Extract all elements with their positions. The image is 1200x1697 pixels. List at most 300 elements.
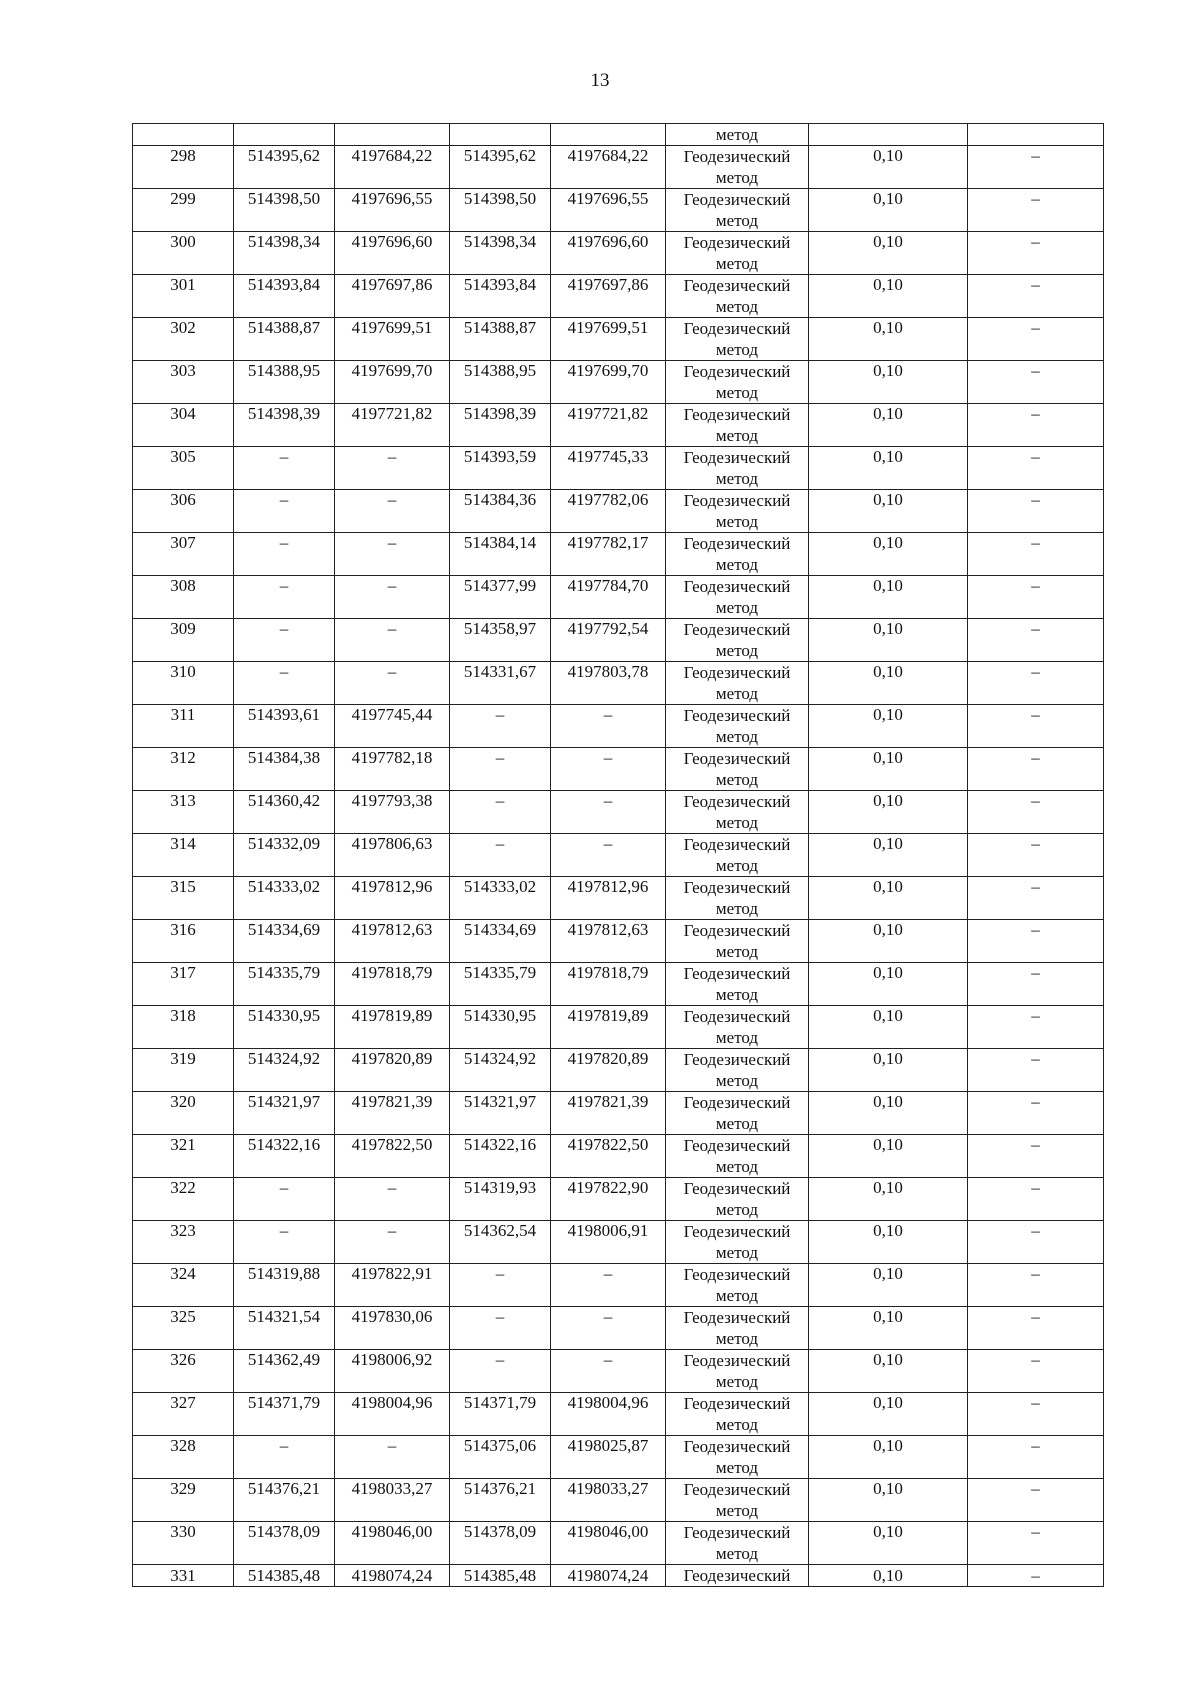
method-cell bbox=[666, 1221, 809, 1264]
note-cell: – bbox=[968, 447, 1104, 490]
table-row bbox=[133, 705, 1104, 748]
existing-x-cell: – bbox=[234, 1221, 335, 1264]
accuracy-cell: 0,10 bbox=[809, 189, 968, 232]
method-cell bbox=[666, 963, 809, 1006]
method-line1: Геодезический bbox=[683, 878, 791, 897]
accuracy-cell: 0,10 bbox=[809, 748, 968, 791]
method-line1: Геодезический bbox=[683, 190, 791, 209]
existing-x-cell: 514384,38 bbox=[234, 748, 335, 791]
method-line1: Геодезический bbox=[683, 233, 791, 252]
table-row bbox=[133, 1135, 1104, 1178]
refined-y-cell: 4197696,55 bbox=[551, 189, 666, 232]
method-line1: Геодезический bbox=[683, 1394, 791, 1413]
method-cell bbox=[666, 619, 809, 662]
refined-y-cell: 4197699,51 bbox=[551, 318, 666, 361]
refined-x-cell: 514388,95 bbox=[450, 361, 551, 404]
point-number-cell: 315 bbox=[133, 877, 234, 920]
accuracy-cell: 0,10 bbox=[809, 1436, 968, 1479]
accuracy-cell: 0,10 bbox=[809, 1479, 968, 1522]
refined-y-cell: 4197782,06 bbox=[551, 490, 666, 533]
refined-x-cell: 514398,50 bbox=[450, 189, 551, 232]
table-row bbox=[133, 748, 1104, 791]
note-cell: – bbox=[968, 1436, 1104, 1479]
method-line2: метод bbox=[715, 1243, 759, 1262]
point-number-cell: 310 bbox=[133, 662, 234, 705]
note-cell: – bbox=[968, 748, 1104, 791]
method-line2: метод bbox=[715, 469, 759, 488]
existing-x-cell: 514362,49 bbox=[234, 1350, 335, 1393]
existing-y-cell: 4198074,24 bbox=[335, 1565, 450, 1587]
method-cell bbox=[666, 1264, 809, 1307]
existing-x-cell: 514398,34 bbox=[234, 232, 335, 275]
method-line2: метод bbox=[715, 1114, 759, 1133]
refined-y-cell: 4198033,27 bbox=[551, 1479, 666, 1522]
method-cell bbox=[666, 748, 809, 791]
existing-y-cell: 4197699,70 bbox=[335, 361, 450, 404]
existing-x-cell: 514393,84 bbox=[234, 275, 335, 318]
method-line1: Геодезический bbox=[683, 1566, 791, 1585]
existing-x-cell: 514330,95 bbox=[234, 1006, 335, 1049]
accuracy-cell: 0,10 bbox=[809, 791, 968, 834]
method-cell bbox=[666, 705, 809, 748]
note-cell: – bbox=[968, 963, 1104, 1006]
accuracy-cell: 0,10 bbox=[809, 834, 968, 877]
refined-x-cell: 514335,79 bbox=[450, 963, 551, 1006]
point-number-cell: 307 bbox=[133, 533, 234, 576]
refined-x-cell: – bbox=[450, 1307, 551, 1350]
refined-y-cell: 4198006,91 bbox=[551, 1221, 666, 1264]
refined-x-cell: 514362,54 bbox=[450, 1221, 551, 1264]
refined-x-cell: 514358,97 bbox=[450, 619, 551, 662]
note-cell: – bbox=[968, 1221, 1104, 1264]
existing-y-cell: 4197822,50 bbox=[335, 1135, 450, 1178]
note-cell: – bbox=[968, 318, 1104, 361]
method-line1: Геодезический bbox=[683, 534, 791, 553]
existing-y-cell: – bbox=[335, 619, 450, 662]
refined-y-cell: 4197803,78 bbox=[551, 662, 666, 705]
accuracy-cell: 0,10 bbox=[809, 275, 968, 318]
refined-x-cell: 514384,36 bbox=[450, 490, 551, 533]
table-row bbox=[133, 1522, 1104, 1565]
note-cell: – bbox=[968, 1092, 1104, 1135]
method-line2: метод bbox=[715, 1372, 759, 1391]
existing-x-cell: – bbox=[234, 576, 335, 619]
method-cell bbox=[666, 791, 809, 834]
method-line2: метод bbox=[715, 942, 759, 961]
existing-y-cell: 4197812,63 bbox=[335, 920, 450, 963]
method-line1: Геодезический bbox=[683, 620, 791, 639]
point-number-cell: 309 bbox=[133, 619, 234, 662]
note-cell: – bbox=[968, 1264, 1104, 1307]
table-row bbox=[133, 447, 1104, 490]
existing-y-cell: 4197782,18 bbox=[335, 748, 450, 791]
note-cell: – bbox=[968, 533, 1104, 576]
refined-y-cell: 4197822,50 bbox=[551, 1135, 666, 1178]
table-row bbox=[133, 662, 1104, 705]
method-line2: метод bbox=[715, 512, 759, 531]
refined-x-cell: 514330,95 bbox=[450, 1006, 551, 1049]
note-cell: – bbox=[968, 490, 1104, 533]
method-line1: Геодезический bbox=[683, 491, 791, 510]
refined-x-cell: 514371,79 bbox=[450, 1393, 551, 1436]
table-row bbox=[133, 1178, 1104, 1221]
refined-y-cell: 4197696,60 bbox=[551, 232, 666, 275]
accuracy-cell: 0,10 bbox=[809, 1264, 968, 1307]
table-row bbox=[133, 576, 1104, 619]
point-number-cell: 300 bbox=[133, 232, 234, 275]
table-row bbox=[133, 275, 1104, 318]
refined-y-cell: – bbox=[551, 1264, 666, 1307]
table-row bbox=[133, 963, 1104, 1006]
refined-x-cell: 514322,16 bbox=[450, 1135, 551, 1178]
method-line1: Геодезический bbox=[683, 1050, 791, 1069]
point-number-cell: 303 bbox=[133, 361, 234, 404]
refined-x-cell: – bbox=[450, 1350, 551, 1393]
refined-y-cell: 4197684,22 bbox=[551, 146, 666, 189]
point-number-cell: 302 bbox=[133, 318, 234, 361]
existing-x-cell: 514332,09 bbox=[234, 834, 335, 877]
note-cell: – bbox=[968, 1135, 1104, 1178]
method-line2: метод bbox=[715, 211, 759, 230]
method-cell bbox=[666, 1006, 809, 1049]
method-line2: метод bbox=[715, 340, 759, 359]
existing-y-cell: 4198004,96 bbox=[335, 1393, 450, 1436]
existing-y-cell: 4197830,06 bbox=[335, 1307, 450, 1350]
method-line1: Геодезический bbox=[683, 1308, 791, 1327]
existing-y-cell: – bbox=[335, 1178, 450, 1221]
refined-y-cell: 4197812,63 bbox=[551, 920, 666, 963]
method-line1: Геодезический bbox=[683, 921, 791, 940]
table-body bbox=[133, 124, 1104, 1587]
accuracy-cell: 0,10 bbox=[809, 1221, 968, 1264]
note-cell: – bbox=[968, 1565, 1104, 1587]
method-cell bbox=[666, 447, 809, 490]
method-line2: метод bbox=[715, 1286, 759, 1305]
method-line2: метод bbox=[715, 297, 759, 316]
existing-y-cell: 4198033,27 bbox=[335, 1479, 450, 1522]
method-line1: Геодезический bbox=[683, 147, 791, 166]
method-cell bbox=[666, 1307, 809, 1350]
existing-x-cell: 514398,39 bbox=[234, 404, 335, 447]
method-line2: метод bbox=[715, 1458, 759, 1477]
note-cell: – bbox=[968, 404, 1104, 447]
table-row bbox=[133, 490, 1104, 533]
existing-x-cell: 514395,62 bbox=[234, 146, 335, 189]
method-line2: метод bbox=[715, 598, 759, 617]
existing-y-cell: 4198046,00 bbox=[335, 1522, 450, 1565]
accuracy-cell: 0,10 bbox=[809, 232, 968, 275]
refined-x-cell: 514377,99 bbox=[450, 576, 551, 619]
method-line1: Геодезический bbox=[683, 1351, 791, 1370]
method-line1: Геодезический bbox=[683, 577, 791, 596]
method-line2: метод bbox=[715, 1501, 759, 1520]
method-cell bbox=[666, 404, 809, 447]
refined-x-cell: 514319,93 bbox=[450, 1178, 551, 1221]
refined-y-cell: 4197784,70 bbox=[551, 576, 666, 619]
method-line2: метод bbox=[715, 383, 759, 402]
existing-x-cell: 514334,69 bbox=[234, 920, 335, 963]
refined-y-cell: – bbox=[551, 834, 666, 877]
table-row bbox=[133, 1565, 1104, 1587]
refined-x-cell: 514393,59 bbox=[450, 447, 551, 490]
point-number-cell: 308 bbox=[133, 576, 234, 619]
note-cell: – bbox=[968, 146, 1104, 189]
point-number-cell: 299 bbox=[133, 189, 234, 232]
point-number-cell: 319 bbox=[133, 1049, 234, 1092]
method-line1: Геодезический bbox=[683, 448, 791, 467]
table-row-continuation bbox=[133, 124, 1104, 146]
refined-y-cell: 4197792,54 bbox=[551, 619, 666, 662]
method-cell bbox=[666, 1565, 809, 1587]
existing-y-cell: 4197696,60 bbox=[335, 232, 450, 275]
method-line2: метод bbox=[715, 1071, 759, 1090]
method-continuation-cell: метод bbox=[666, 124, 809, 146]
method-line1: Геодезический bbox=[683, 1265, 791, 1284]
existing-x-cell: 514385,48 bbox=[234, 1565, 335, 1587]
note-cell: – bbox=[968, 189, 1104, 232]
accuracy-cell: 0,10 bbox=[809, 920, 968, 963]
method-cell bbox=[666, 146, 809, 189]
existing-y-cell: 4197793,38 bbox=[335, 791, 450, 834]
note-cell: – bbox=[968, 1393, 1104, 1436]
existing-y-cell: – bbox=[335, 662, 450, 705]
table-row bbox=[133, 1049, 1104, 1092]
note-cell: – bbox=[968, 1006, 1104, 1049]
method-line2: метод bbox=[715, 555, 759, 574]
point-number-cell: 316 bbox=[133, 920, 234, 963]
accuracy-cell: 0,10 bbox=[809, 447, 968, 490]
existing-y-cell: 4197684,22 bbox=[335, 146, 450, 189]
table-row bbox=[133, 533, 1104, 576]
accuracy-cell: 0,10 bbox=[809, 705, 968, 748]
existing-x-cell: – bbox=[234, 533, 335, 576]
existing-y-cell: 4198006,92 bbox=[335, 1350, 450, 1393]
point-number-cell: 306 bbox=[133, 490, 234, 533]
table-row bbox=[133, 877, 1104, 920]
refined-x-cell: 514398,39 bbox=[450, 404, 551, 447]
point-number-cell: 322 bbox=[133, 1178, 234, 1221]
refined-x-cell: 514395,62 bbox=[450, 146, 551, 189]
table-row bbox=[133, 834, 1104, 877]
point-number-cell: 330 bbox=[133, 1522, 234, 1565]
note-cell: – bbox=[968, 576, 1104, 619]
method-line1: Геодезический bbox=[683, 319, 791, 338]
method-line2: метод bbox=[715, 899, 759, 918]
existing-y-cell: – bbox=[335, 447, 450, 490]
accuracy-cell: 0,10 bbox=[809, 1522, 968, 1565]
method-line2: метод bbox=[715, 813, 759, 832]
refined-y-cell: 4198046,00 bbox=[551, 1522, 666, 1565]
method-cell bbox=[666, 1049, 809, 1092]
accuracy-cell: 0,10 bbox=[809, 146, 968, 189]
method-cell bbox=[666, 576, 809, 619]
method-cell bbox=[666, 1135, 809, 1178]
point-number-cell: 305 bbox=[133, 447, 234, 490]
accuracy-cell: 0,10 bbox=[809, 1178, 968, 1221]
point-number-cell: 326 bbox=[133, 1350, 234, 1393]
table-row bbox=[133, 791, 1104, 834]
refined-y-cell: – bbox=[551, 791, 666, 834]
existing-y-cell: 4197821,39 bbox=[335, 1092, 450, 1135]
refined-x-cell: 514333,02 bbox=[450, 877, 551, 920]
existing-x-cell: 514335,79 bbox=[234, 963, 335, 1006]
table-row bbox=[133, 1006, 1104, 1049]
table-row bbox=[133, 1264, 1104, 1307]
method-cell bbox=[666, 877, 809, 920]
refined-x-cell: 514384,14 bbox=[450, 533, 551, 576]
accuracy-cell: 0,10 bbox=[809, 576, 968, 619]
existing-y-cell: – bbox=[335, 576, 450, 619]
existing-x-cell: – bbox=[234, 447, 335, 490]
existing-x-cell: 514393,61 bbox=[234, 705, 335, 748]
refined-x-cell: – bbox=[450, 791, 551, 834]
existing-x-cell: – bbox=[234, 619, 335, 662]
accuracy-cell: 0,10 bbox=[809, 1393, 968, 1436]
point-number-cell: 298 bbox=[133, 146, 234, 189]
method-cell bbox=[666, 232, 809, 275]
method-cell bbox=[666, 1178, 809, 1221]
method-line1: Геодезический bbox=[683, 792, 791, 811]
table-row bbox=[133, 1307, 1104, 1350]
refined-y-cell: 4197821,39 bbox=[551, 1092, 666, 1135]
refined-y-cell: 4197721,82 bbox=[551, 404, 666, 447]
method-cell bbox=[666, 318, 809, 361]
method-line2: метод bbox=[715, 1329, 759, 1348]
method-cell bbox=[666, 834, 809, 877]
existing-y-cell: 4197812,96 bbox=[335, 877, 450, 920]
accuracy-cell: 0,10 bbox=[809, 1092, 968, 1135]
existing-y-cell: 4197696,55 bbox=[335, 189, 450, 232]
method-line2: метод bbox=[715, 641, 759, 660]
point-number-cell: 324 bbox=[133, 1264, 234, 1307]
accuracy-cell: 0,10 bbox=[809, 963, 968, 1006]
method-cell bbox=[666, 189, 809, 232]
existing-x-cell: 514378,09 bbox=[234, 1522, 335, 1565]
method-cell bbox=[666, 1393, 809, 1436]
method-cell bbox=[666, 275, 809, 318]
method-cell bbox=[666, 490, 809, 533]
coordinates-table bbox=[132, 123, 1104, 1587]
accuracy-cell: 0,10 bbox=[809, 318, 968, 361]
table-row bbox=[133, 1092, 1104, 1135]
note-cell: – bbox=[968, 1049, 1104, 1092]
refined-x-cell: – bbox=[450, 705, 551, 748]
refined-x-cell: 514375,06 bbox=[450, 1436, 551, 1479]
point-number-cell: 301 bbox=[133, 275, 234, 318]
point-number-cell: 318 bbox=[133, 1006, 234, 1049]
refined-y-cell: 4198074,24 bbox=[551, 1565, 666, 1587]
accuracy-cell: 0,10 bbox=[809, 1307, 968, 1350]
refined-y-cell: 4197745,33 bbox=[551, 447, 666, 490]
method-line2: метод bbox=[715, 1544, 759, 1563]
existing-y-cell: 4197822,91 bbox=[335, 1264, 450, 1307]
method-cell bbox=[666, 1092, 809, 1135]
refined-x-cell: 514388,87 bbox=[450, 318, 551, 361]
refined-x-cell: 514331,67 bbox=[450, 662, 551, 705]
method-line1: Геодезический bbox=[683, 405, 791, 424]
method-line2: метод bbox=[715, 985, 759, 1004]
existing-x-cell: 514321,54 bbox=[234, 1307, 335, 1350]
point-number-cell: 329 bbox=[133, 1479, 234, 1522]
refined-y-cell: 4197812,96 bbox=[551, 877, 666, 920]
note-cell: – bbox=[968, 1522, 1104, 1565]
point-number-cell: 328 bbox=[133, 1436, 234, 1479]
note-cell: – bbox=[968, 791, 1104, 834]
existing-x-cell: 514371,79 bbox=[234, 1393, 335, 1436]
refined-y-cell: 4197819,89 bbox=[551, 1006, 666, 1049]
page-number: 13 bbox=[590, 70, 610, 91]
refined-x-cell: 514378,09 bbox=[450, 1522, 551, 1565]
accuracy-cell: 0,10 bbox=[809, 1565, 968, 1587]
table-row bbox=[133, 404, 1104, 447]
existing-x-cell: – bbox=[234, 662, 335, 705]
table-row bbox=[133, 146, 1104, 189]
point-number-cell: 311 bbox=[133, 705, 234, 748]
note-cell: – bbox=[968, 834, 1104, 877]
method-cell bbox=[666, 662, 809, 705]
table-row bbox=[133, 1436, 1104, 1479]
existing-x-cell: 514376,21 bbox=[234, 1479, 335, 1522]
point-number-cell: 331 bbox=[133, 1565, 234, 1587]
accuracy-cell: 0,10 bbox=[809, 1006, 968, 1049]
existing-x-cell: 514319,88 bbox=[234, 1264, 335, 1307]
refined-x-cell: – bbox=[450, 1264, 551, 1307]
note-cell: – bbox=[968, 1178, 1104, 1221]
note-cell: – bbox=[968, 1350, 1104, 1393]
method-line1: Геодезический bbox=[683, 1093, 791, 1112]
table-row bbox=[133, 318, 1104, 361]
existing-x-cell: – bbox=[234, 490, 335, 533]
method-cell bbox=[666, 1350, 809, 1393]
note-cell: – bbox=[968, 232, 1104, 275]
existing-y-cell: 4197820,89 bbox=[335, 1049, 450, 1092]
refined-x-cell: 514376,21 bbox=[450, 1479, 551, 1522]
refined-y-cell: 4197782,17 bbox=[551, 533, 666, 576]
method-cell bbox=[666, 533, 809, 576]
method-line2: метод bbox=[715, 1200, 759, 1219]
table-row bbox=[133, 1393, 1104, 1436]
method-line1: Геодезический bbox=[683, 1222, 791, 1241]
method-line2: метод bbox=[715, 426, 759, 445]
refined-y-cell: 4197818,79 bbox=[551, 963, 666, 1006]
existing-y-cell: 4197745,44 bbox=[335, 705, 450, 748]
existing-x-cell: 514321,97 bbox=[234, 1092, 335, 1135]
method-line1: Геодезический bbox=[683, 1136, 791, 1155]
method-line2: метод bbox=[715, 856, 759, 875]
existing-x-cell: – bbox=[234, 1436, 335, 1479]
refined-x-cell: – bbox=[450, 834, 551, 877]
refined-x-cell: 514393,84 bbox=[450, 275, 551, 318]
refined-y-cell: 4197822,90 bbox=[551, 1178, 666, 1221]
method-cell bbox=[666, 920, 809, 963]
note-cell: – bbox=[968, 877, 1104, 920]
table-row bbox=[133, 361, 1104, 404]
note-cell: – bbox=[968, 275, 1104, 318]
refined-y-cell: 4197699,70 bbox=[551, 361, 666, 404]
refined-y-cell: – bbox=[551, 748, 666, 791]
method-line1: Геодезический bbox=[683, 1007, 791, 1026]
accuracy-cell: 0,10 bbox=[809, 877, 968, 920]
point-number-cell: 327 bbox=[133, 1393, 234, 1436]
existing-y-cell: – bbox=[335, 490, 450, 533]
method-line2: метод bbox=[715, 684, 759, 703]
method-cell bbox=[666, 1479, 809, 1522]
refined-y-cell: – bbox=[551, 705, 666, 748]
note-cell: – bbox=[968, 619, 1104, 662]
accuracy-cell: 0,10 bbox=[809, 662, 968, 705]
existing-x-cell: 514360,42 bbox=[234, 791, 335, 834]
existing-y-cell: 4197818,79 bbox=[335, 963, 450, 1006]
